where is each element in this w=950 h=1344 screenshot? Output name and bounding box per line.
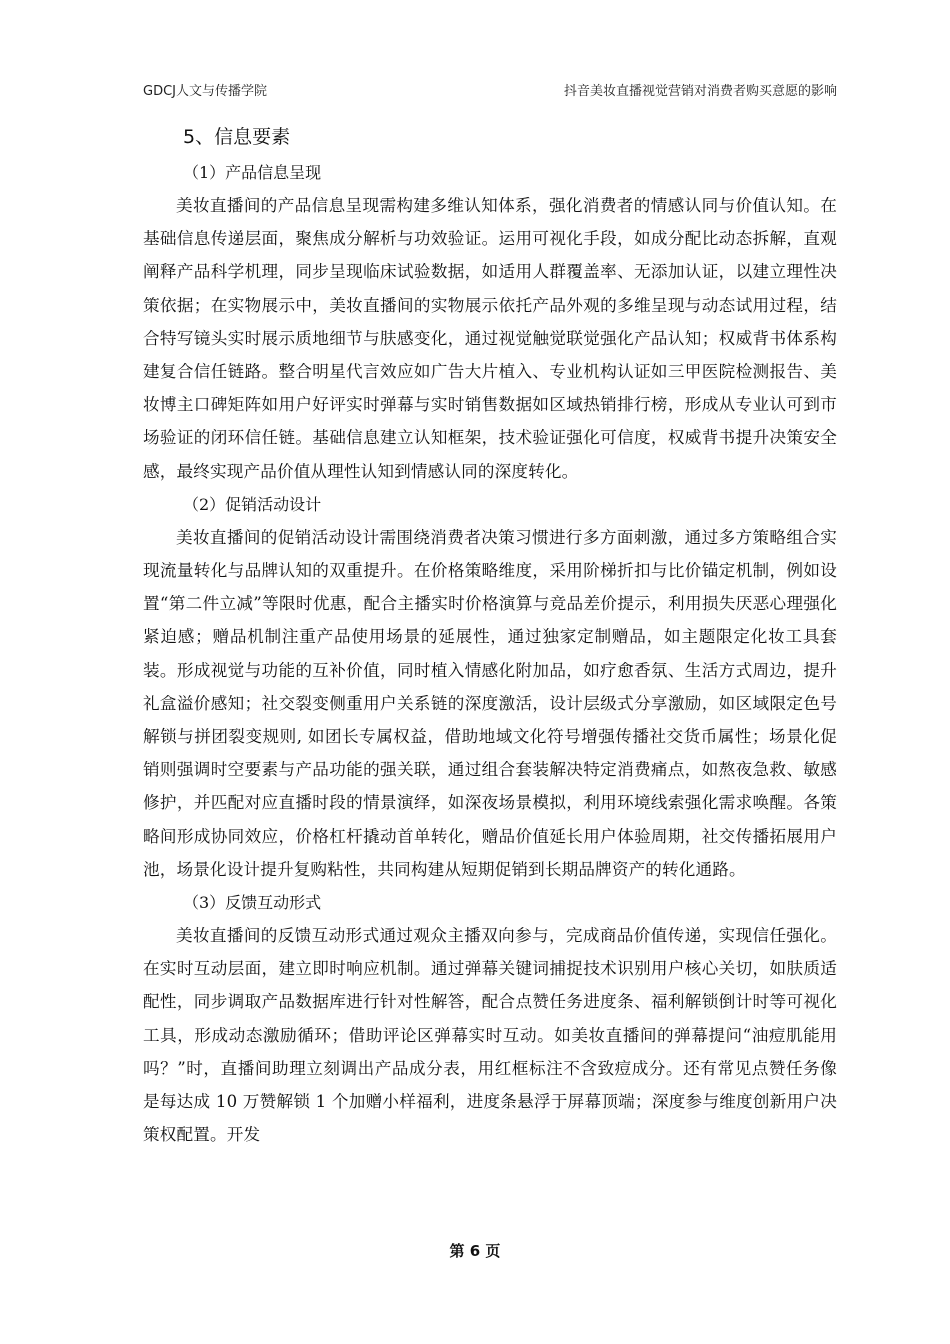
subsection-product-info (143, 156, 837, 488)
subsection-promotion-design (143, 488, 837, 886)
body-paragraph: 美妆直播间的产品信息呈现需构建多维认知体系，强化消费者的情感认同与价值认知。在基础信息传递层面，聚焦成分解析与功效验证。运用可视化手段，如成分配比动态拆解，直观阐释产品科学机理，同步呈现临床试验数据，如适用人群覆盖率、无添加认证，以建立理性决策依据；在实物展示中，美妆直播间的实物展示依托产品外观的多维呈现与动态试用过程，结合特写镜头实时展示质地细节与肤感变化，通过视觉触觉联觉强化产品认知；权威背书体系构建复合信任链路。整合明星代言效应如广告大片植入、专业机构认证如三甲医院检测报告、美妆博主口碑矩阵如用户好评实时弹幕与实时销售数据如区域热销排行榜，形成从专业认可到市场验证的闭环信任链。基础信息建立认知框架，技术验证强化可信度，权威背书提升决策安全感，最终实现产品价值从理性认知到情感认同的深度转化。 (143, 196, 837, 481)
subsection-heading: （1）产品信息呈现 (183, 163, 322, 182)
subsection-heading: （2）促销活动设计 (183, 494, 322, 514)
header-thesis-title: 抖音美妆直播视觉营销对消费者购买意愿的影响 (563, 84, 837, 99)
section-title: 5、信息要素 (183, 126, 291, 148)
subsection-heading: （3）反馈互动形式 (183, 893, 322, 913)
subsection-feedback-interaction (143, 886, 837, 1151)
page-body (143, 118, 837, 1151)
page-header (143, 80, 837, 100)
page-number: 第 6 页 (449, 1242, 501, 1260)
body-paragraph: 美妆直播间的反馈互动形式通过观众主播双向参与，完成商品价值传递，实现信任强化。在实时互动层面，建立即时响应机制。通过弹幕关键词捕捉技术识别用户核心关切，如肤质适配性，同步调取产品数据库进行针对性解答，配合点赞任务进度条、福利解锁倒计时等可视化工具，形成动态激励循环；借助评论区弹幕实时互动。如美妆直播间的弹幕提问“油痘肌能用吗？”时，直播间助理立刻调出产品成分表，用红框标注不含致痘成分。还有常见点赞任务像是每达成 10 万赞解锁 1 个加赠小样福利，进度条悬浮于屏幕顶端；深度参与维度创新用户决策权配置。开发 (143, 926, 837, 1145)
body-paragraph: 美妆直播间的促销活动设计需围绕消费者决策习惯进行多方面刺激，通过多方策略组合实现流量转化与品牌认知的双重提升。在价格策略维度，采用阶梯折扣与比价锚定机制，例如设置“第二件立减”等限时优惠，配合主播实时价格演算与竞品差价提示，利用损失厌恶心理强化紧迫感；赠品机制注重产品使用场景的延展性，通过独家定制赠品，如主题限定化妆工具套装。形成视觉与功能的互补价值，同时植入情感化附加品，如疗愈香氛、生活方式周边，提升礼盒溢价感知；社交裂变侧重用户关系链的深度激活，设计层级式分享激励，如区域限定色号解锁与拼团裂变规则, 如团长专属权益，借助地域文化符号增强传播社交货币属性；场景化促销则强调时空要素与产品功能的强关联，通过组合套装解决特定消费痛点，如熬夜急救、敏感修护，并匹配对应直播时段的情景演绎，如深夜场景模拟，利用环境线索强化需求唤醒。各策略间形成协同效应，价格杠杆撬动首单转化，赠品价值延长用户体验周期，社交传播拓展用户池，场景化设计提升复购粘性，共同构建从短期促销到长期品牌资产的转化通路。 (143, 527, 837, 879)
header-institution: GDCJ人文与传播学院 (143, 84, 267, 99)
